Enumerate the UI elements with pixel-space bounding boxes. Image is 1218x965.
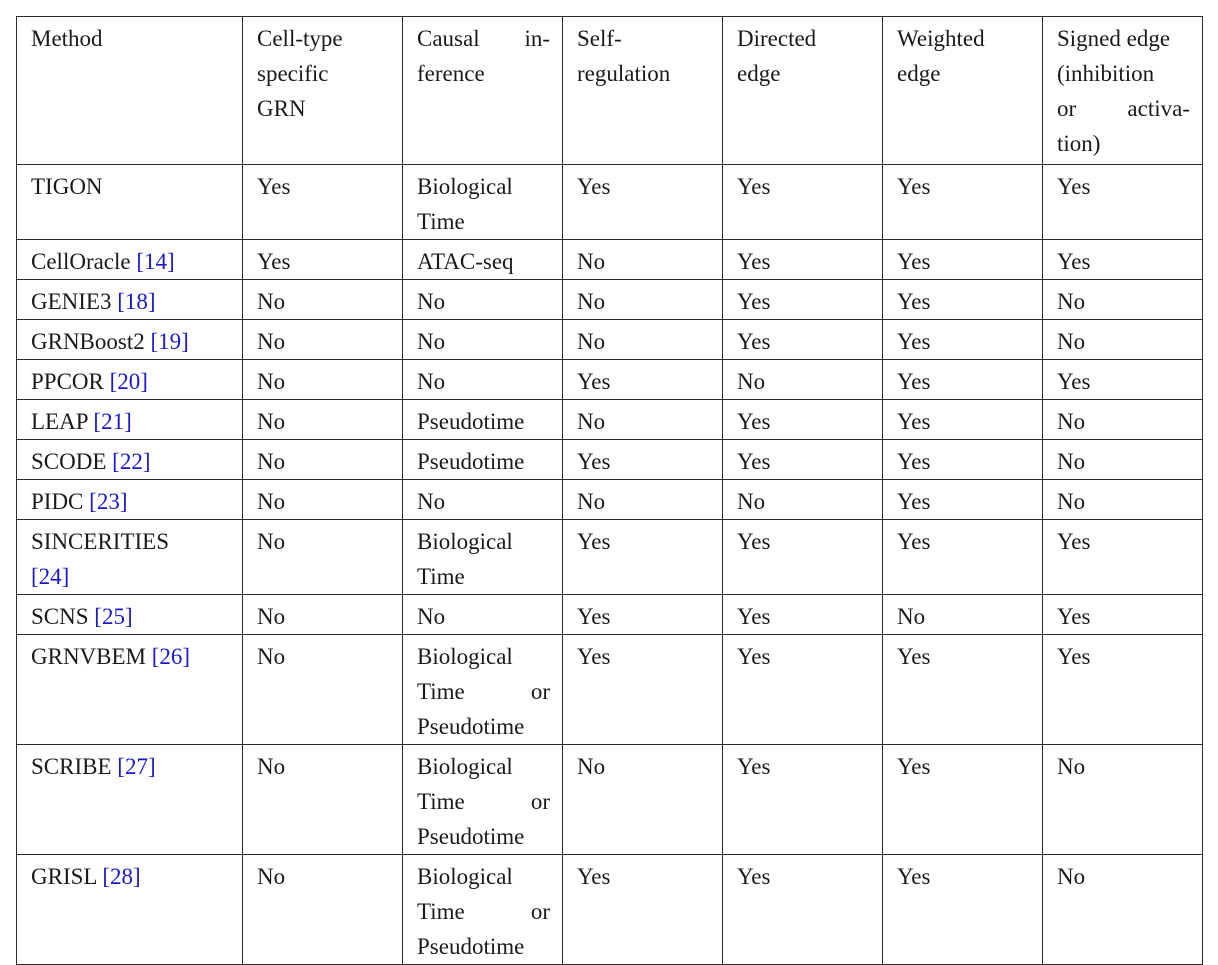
directed-edge-cell: Yes xyxy=(723,320,883,360)
citation-link[interactable]: [23] xyxy=(89,489,128,514)
causal-inference-cell xyxy=(403,280,563,320)
signed-edge-cell: Yes xyxy=(1043,240,1203,280)
header-line: Cell-type xyxy=(257,26,343,51)
method-cell xyxy=(17,440,243,480)
citation-link[interactable]: [20] xyxy=(109,369,148,394)
directed-edge-cell: No xyxy=(723,360,883,400)
cell-type-specific-cell: Yes xyxy=(243,165,403,240)
self-regulation-cell: Yes xyxy=(563,360,723,400)
method-name: GENIE3 xyxy=(31,289,112,314)
cell-type-specific-cell: No xyxy=(243,320,403,360)
weighted-edge-cell: Yes xyxy=(883,745,1043,855)
table-row xyxy=(17,520,1203,595)
citation-link[interactable]: [21] xyxy=(93,409,132,434)
weighted-edge-cell: Yes xyxy=(883,635,1043,745)
directed-edge-cell: Yes xyxy=(723,595,883,635)
method-name: SCRIBE xyxy=(31,754,112,779)
table-row xyxy=(17,440,1203,480)
grn-methods-comparison-table xyxy=(16,16,1203,965)
causal-inference-cell xyxy=(403,400,563,440)
cell-type-specific-cell: No xyxy=(243,360,403,400)
column-header-signed-edge xyxy=(1043,17,1203,165)
method-name: SINCERITIES xyxy=(31,529,169,554)
table-body xyxy=(17,165,1203,965)
signed-edge-cell: Yes xyxy=(1043,165,1203,240)
citation-link[interactable]: [14] xyxy=(136,249,175,274)
citation-link[interactable]: [22] xyxy=(112,449,151,474)
table-row xyxy=(17,480,1203,520)
method-cell xyxy=(17,855,243,965)
cell-type-specific-cell: No xyxy=(243,745,403,855)
method-name: PIDC xyxy=(31,489,84,514)
causal-line: No xyxy=(417,489,446,514)
signed-edge-cell: No xyxy=(1043,440,1203,480)
self-regulation-cell: Yes xyxy=(563,520,723,595)
header-line: (inhibition xyxy=(1057,61,1155,86)
table-row xyxy=(17,240,1203,280)
citation-link[interactable]: [25] xyxy=(94,604,133,629)
header-line: tion) xyxy=(1057,131,1101,156)
header-line: Directed xyxy=(737,26,817,51)
method-name: SCNS xyxy=(31,604,89,629)
table-row xyxy=(17,595,1203,635)
citation-link[interactable]: [19] xyxy=(150,329,189,354)
table-row xyxy=(17,280,1203,320)
column-header-cell-type-specific xyxy=(243,17,403,165)
table-row xyxy=(17,855,1203,965)
directed-edge-cell: Yes xyxy=(723,165,883,240)
weighted-edge-cell: Yes xyxy=(883,400,1043,440)
self-regulation-cell: Yes xyxy=(563,440,723,480)
directed-edge-cell: Yes xyxy=(723,280,883,320)
weighted-edge-cell: Yes xyxy=(883,240,1043,280)
method-cell xyxy=(17,240,243,280)
self-regulation-cell: No xyxy=(563,745,723,855)
self-regulation-cell: Yes xyxy=(563,855,723,965)
causal-inference-cell xyxy=(403,440,563,480)
method-name: SCODE xyxy=(31,449,107,474)
directed-edge-cell: Yes xyxy=(723,745,883,855)
cell-type-specific-cell: No xyxy=(243,520,403,595)
causal-line: Pseudotime xyxy=(417,824,525,849)
signed-edge-cell: No xyxy=(1043,480,1203,520)
method-cell xyxy=(17,520,243,595)
causal-line: Time xyxy=(417,564,465,589)
directed-edge-cell: Yes xyxy=(723,635,883,745)
causal-inference-cell xyxy=(403,595,563,635)
header-line: Weighted xyxy=(897,26,985,51)
table-row xyxy=(17,165,1203,240)
weighted-edge-cell: Yes xyxy=(883,320,1043,360)
directed-edge-cell: Yes xyxy=(723,855,883,965)
method-cell xyxy=(17,480,243,520)
causal-line: Pseudotime xyxy=(417,449,525,474)
method-name: CellOracle xyxy=(31,249,131,274)
citation-link[interactable]: [27] xyxy=(117,754,156,779)
cell-type-specific-cell: No xyxy=(243,635,403,745)
cell-type-specific-cell: Yes xyxy=(243,240,403,280)
causal-line: No xyxy=(417,329,446,354)
header-line: Signed edge xyxy=(1057,26,1171,51)
causal-line: Time or xyxy=(417,679,550,704)
causal-line: ATAC-seq xyxy=(417,249,514,274)
header-line: regulation xyxy=(577,61,671,86)
directed-edge-cell: Yes xyxy=(723,240,883,280)
header-line: Causal in- xyxy=(417,26,550,51)
causal-line: Pseudotime xyxy=(417,934,525,959)
table-header-row xyxy=(17,17,1203,165)
cell-type-specific-cell: No xyxy=(243,855,403,965)
directed-edge-cell: Yes xyxy=(723,440,883,480)
signed-edge-cell: No xyxy=(1043,320,1203,360)
self-regulation-cell: No xyxy=(563,400,723,440)
header-line: Self- xyxy=(577,26,622,51)
header-line: specific xyxy=(257,61,329,86)
signed-edge-cell: Yes xyxy=(1043,360,1203,400)
self-regulation-cell: No xyxy=(563,320,723,360)
column-header-weighted-edge xyxy=(883,17,1043,165)
weighted-edge-cell: Yes xyxy=(883,280,1043,320)
causal-inference-cell xyxy=(403,480,563,520)
method-name: GRNBoost2 xyxy=(31,329,145,354)
causal-inference-cell xyxy=(403,320,563,360)
weighted-edge-cell: Yes xyxy=(883,855,1043,965)
causal-line: No xyxy=(417,289,446,314)
self-regulation-cell: Yes xyxy=(563,635,723,745)
causal-inference-cell xyxy=(403,360,563,400)
signed-edge-cell: Yes xyxy=(1043,595,1203,635)
header-line: GRN xyxy=(257,96,306,121)
citation-link[interactable]: [28] xyxy=(102,864,141,889)
directed-edge-cell: Yes xyxy=(723,400,883,440)
cell-type-specific-cell: No xyxy=(243,595,403,635)
method-cell xyxy=(17,320,243,360)
causal-line: Biological xyxy=(417,754,513,779)
weighted-edge-cell: No xyxy=(883,595,1043,635)
causal-line: Pseudotime xyxy=(417,409,525,434)
causal-line: Biological xyxy=(417,644,513,669)
signed-edge-cell: No xyxy=(1043,855,1203,965)
citation-link[interactable]: [18] xyxy=(117,289,156,314)
table-row xyxy=(17,635,1203,745)
method-name: GRISL xyxy=(31,864,97,889)
citation-link[interactable]: [26] xyxy=(151,644,191,669)
signed-edge-cell: Yes xyxy=(1043,635,1203,745)
method-name: TIGON xyxy=(31,174,103,199)
method-cell xyxy=(17,400,243,440)
method-cell xyxy=(17,280,243,320)
weighted-edge-cell: Yes xyxy=(883,520,1043,595)
header-line: ference xyxy=(417,61,485,86)
method-cell xyxy=(17,595,243,635)
method-name: LEAP xyxy=(31,409,88,434)
weighted-edge-cell: Yes xyxy=(883,165,1043,240)
signed-edge-cell: No xyxy=(1043,400,1203,440)
causal-line: Biological xyxy=(417,864,513,889)
directed-edge-cell: Yes xyxy=(723,520,883,595)
method-name: GRNVBEM xyxy=(31,644,147,669)
causal-inference-cell xyxy=(403,240,563,280)
causal-inference-cell xyxy=(403,520,563,595)
header-line: edge xyxy=(737,61,781,86)
weighted-edge-cell: Yes xyxy=(883,440,1043,480)
causal-line: Time or xyxy=(417,899,550,924)
column-header-self-regulation xyxy=(563,17,723,165)
self-regulation-cell: No xyxy=(563,280,723,320)
signed-edge-cell: No xyxy=(1043,280,1203,320)
column-header-causal-inference xyxy=(403,17,563,165)
causal-line: No xyxy=(417,604,446,629)
self-regulation-cell: Yes xyxy=(563,595,723,635)
causal-line: Time xyxy=(417,209,465,234)
signed-edge-cell: Yes xyxy=(1043,520,1203,595)
citation-link[interactable]: [24] xyxy=(31,564,70,589)
method-cell xyxy=(17,165,243,240)
table-row xyxy=(17,400,1203,440)
causal-line: Biological xyxy=(417,529,513,554)
comparison-table-container xyxy=(16,16,1203,965)
column-header-directed-edge xyxy=(723,17,883,165)
method-cell xyxy=(17,635,243,745)
table-row xyxy=(17,320,1203,360)
causal-inference-cell xyxy=(403,165,563,240)
cell-type-specific-cell: No xyxy=(243,480,403,520)
cell-type-specific-cell: No xyxy=(243,400,403,440)
method-name: PPCOR xyxy=(31,369,104,394)
header-line: or activa- xyxy=(1057,96,1190,121)
directed-edge-cell: No xyxy=(723,480,883,520)
causal-line: Pseudotime xyxy=(417,714,525,739)
causal-line: No xyxy=(417,369,446,394)
method-cell xyxy=(17,745,243,855)
causal-inference-cell xyxy=(403,635,563,745)
column-header-method xyxy=(17,17,243,165)
header-line: edge xyxy=(897,61,941,86)
causal-inference-cell xyxy=(403,855,563,965)
causal-line: Time or xyxy=(417,789,550,814)
causal-line: Biological xyxy=(417,174,513,199)
cell-type-specific-cell: No xyxy=(243,440,403,480)
self-regulation-cell: Yes xyxy=(563,165,723,240)
self-regulation-cell: No xyxy=(563,240,723,280)
weighted-edge-cell: Yes xyxy=(883,360,1043,400)
table-row xyxy=(17,745,1203,855)
method-cell xyxy=(17,360,243,400)
weighted-edge-cell: Yes xyxy=(883,480,1043,520)
table-row xyxy=(17,360,1203,400)
cell-type-specific-cell: No xyxy=(243,280,403,320)
header-line: Method xyxy=(31,26,103,51)
self-regulation-cell: No xyxy=(563,480,723,520)
signed-edge-cell: No xyxy=(1043,745,1203,855)
causal-inference-cell xyxy=(403,745,563,855)
